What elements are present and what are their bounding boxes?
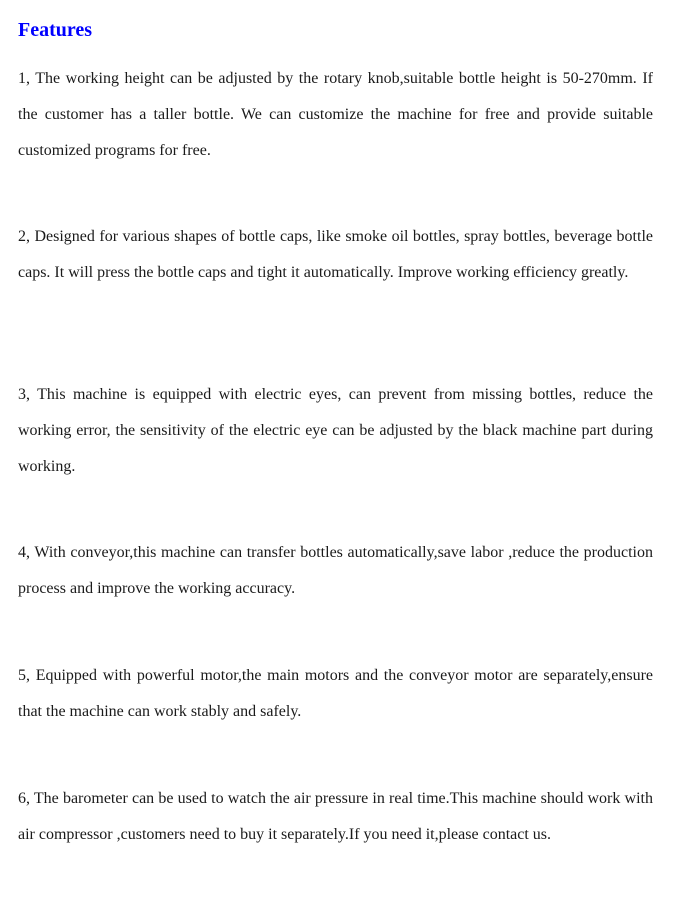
features-heading: Features bbox=[18, 19, 93, 41]
feature-item-6: 6, The barometer can be used to watch the air pressure in real time.This machine should work with air compressor ,customers need to buy it separately.If you need it,please contact us. bbox=[18, 790, 653, 843]
feature-item-1: 1, The working height can be adjusted by the rotary knob,suitable bottle height is 50-270mm. If the customer has a taller bottle. We can customize the machine for free and provide suitable customized programs for free. bbox=[18, 70, 653, 159]
feature-item-5: 5, Equipped with powerful motor,the main motors and the conveyor motor are separately,ensure that the machine can work stably and safely. bbox=[18, 667, 653, 720]
feature-item-3: 3, This machine is equipped with electric eyes, can prevent from missing bottles, reduce the working error, the sensitivity of the electric eye can be adjusted by the black machine part during working. bbox=[18, 386, 653, 475]
feature-item-2: 2, Designed for various shapes of bottle caps, like smoke oil bottles, spray bottles, beverage bottle caps. It will press the bottle caps and tight it automatically. Improve working efficiency greatly. bbox=[18, 228, 653, 281]
feature-item-4: 4, With conveyor,this machine can transfer bottles automatically,save labor ,reduce the production process and improve the working accuracy. bbox=[18, 544, 653, 597]
